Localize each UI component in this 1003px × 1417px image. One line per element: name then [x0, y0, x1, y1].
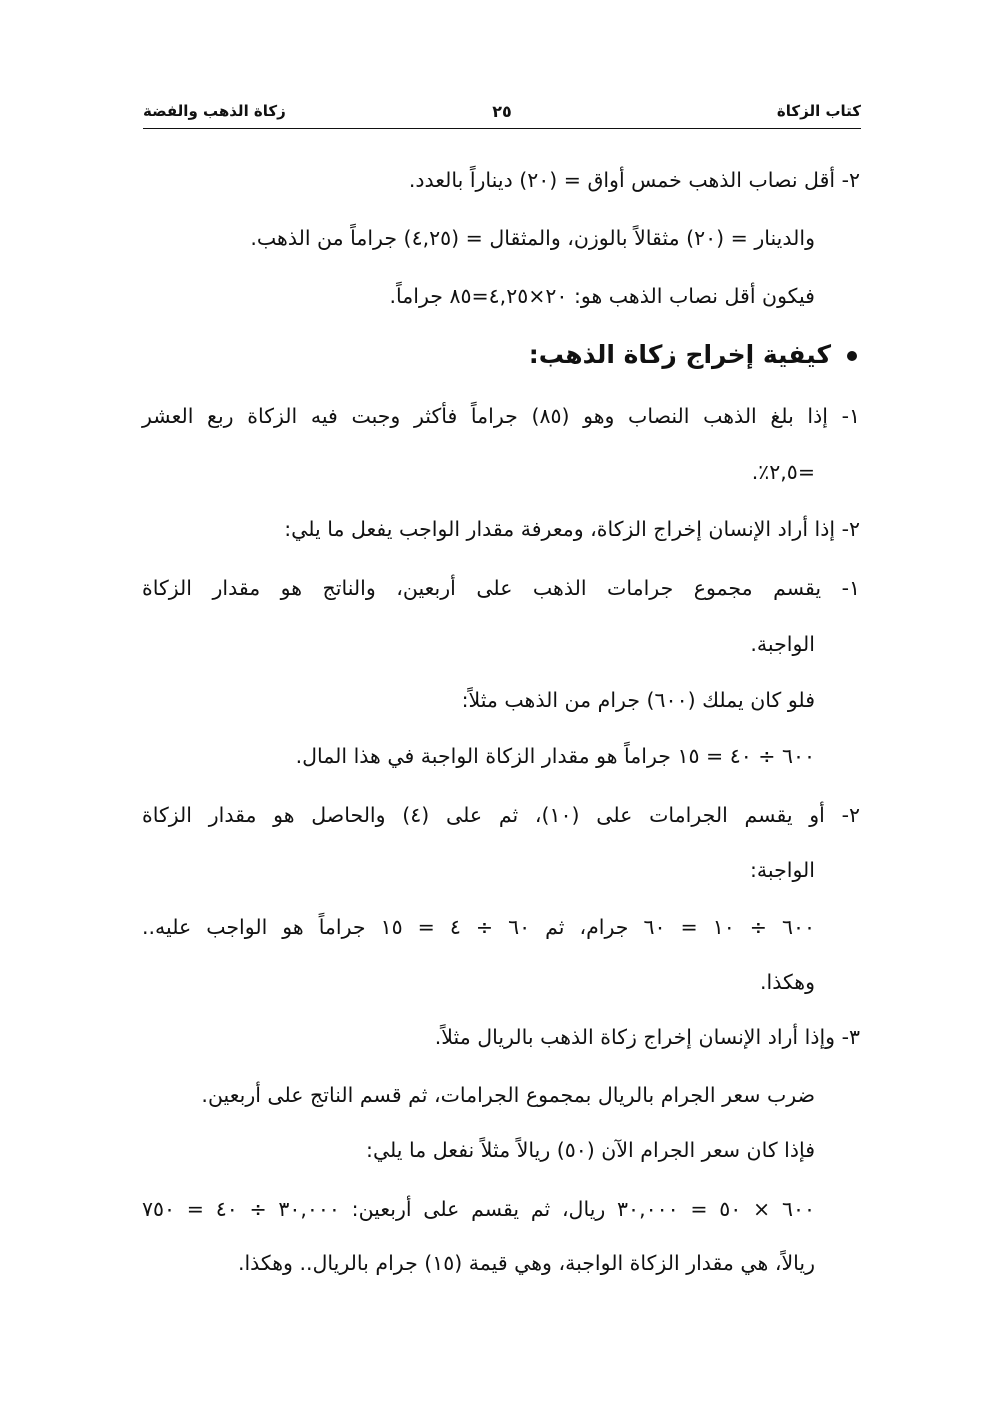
section-heading-text: كيفية إخراج زكاة الذهب: [528, 340, 831, 369]
text-line: ٢- أو يقسم الجرامات على (١٠)، ثم على (٤) والحاصل هو مقدار الزكاة [142, 803, 860, 827]
text-line: ٦٠٠ × ٥٠ = ٣٠,٠٠٠ ريال، ثم يقسم على أربعين: ٣٠,٠٠٠ ÷ ٤٠ = ٧٥٠ [142, 1197, 815, 1221]
text-line: ريالاً، هي مقدار الزكاة الواجبة، وهي قيمة (١٥) جرام بالريال.. وهكذا. [237, 1251, 815, 1275]
bullet-icon [847, 351, 857, 361]
page-number: ٢٥ [492, 102, 512, 121]
text-line: ١- إذا بلغ الذهب النصاب وهو (٨٥) جراماً فأكثر وجبت فيه الزكاة ربع العشر [142, 404, 860, 428]
text-line: ١- يقسم مجموع جرامات الذهب على أربعين، والناتج هو مقدار الزكاة [142, 576, 860, 600]
text-line: ٢- أقل نصاب الذهب خمس أواق = (٢٠) ديناراً بالعدد. [408, 168, 860, 192]
text-line: فلو كان يملك (٦٠٠) جرام من الذهب مثلاً: [461, 688, 815, 712]
text-line: ٦٠٠ ÷ ٤٠ = ١٥ جراماً هو مقدار الزكاة الواجبة في هذا المال. [295, 744, 815, 768]
text-line: وهكذا. [759, 970, 815, 994]
book-title: كتاب الزكاة [776, 102, 861, 120]
text-line: الواجبة: [750, 858, 815, 882]
section-title: زكاة الذهب والفضة [143, 102, 286, 120]
text-line: فإذا كان سعر الجرام الآن (٥٠) ريالاً مثلاً نفعل ما يلي: [366, 1138, 815, 1162]
text-line: ضرب سعر الجرام بالريال بمجموع الجرامات، ثم قسم الناتج على أربعين. [201, 1083, 815, 1107]
text-line: ٦٠٠ ÷ ١٠ = ٦٠ جرام، ثم ٦٠ ÷ ٤ = ١٥ جراماً هو الواجب عليه.. [142, 915, 815, 939]
text-line: الواجبة. [750, 632, 815, 656]
text-line: ٢- إذا أراد الإنسان إخراج الزكاة، ومعرفة مقدار الواجب يفعل ما يلي: [284, 517, 860, 541]
section-heading [529, 340, 857, 369]
page-header [143, 100, 861, 129]
text-line: ٣- وإذا أراد الإنسان إخراج زكاة الذهب بالريال مثلاً. [434, 1025, 860, 1049]
text-line: =٢,٥٪. [751, 460, 815, 484]
text-line: فيكون أقل نصاب الذهب هو: ٢٠×٤,٢٥=٨٥ جراماً. [389, 284, 815, 308]
text-line: والدينار = (٢٠) مثقالاً بالوزن، والمثقال = (٤,٢٥) جراماً من الذهب. [250, 226, 815, 250]
